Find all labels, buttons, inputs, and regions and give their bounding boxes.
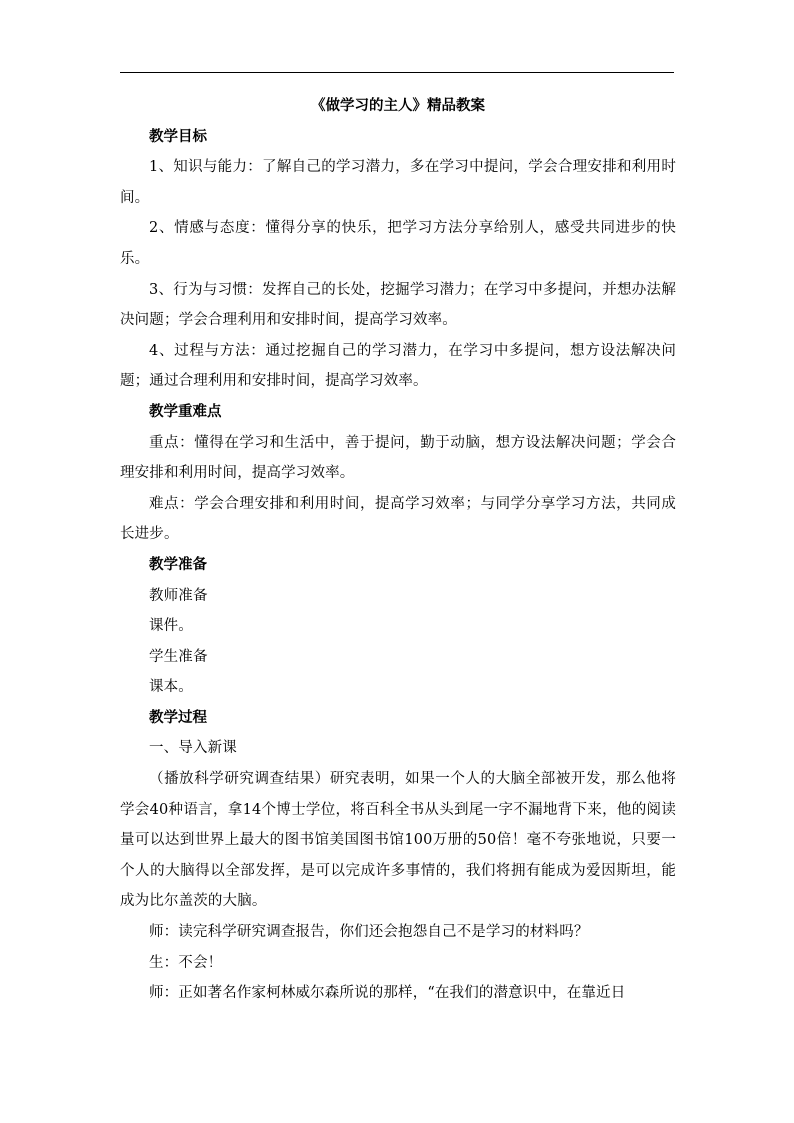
- paragraph: 课件。: [149, 618, 193, 635]
- paragraph: 1、知识与能力：了解自己的学习潜力，多在学习中提问，学会合理安排和利用时间。: [120, 159, 676, 206]
- header-rule: [120, 72, 674, 73]
- section-heading-key-points: 教学重难点: [149, 402, 222, 420]
- section-heading-process: 教学过程: [149, 708, 207, 726]
- section-heading-objectives: 教学目标: [149, 127, 207, 145]
- paragraph: 学生准备: [149, 648, 208, 665]
- paragraph: 师：正如著名作家柯林威尔森所说的那样，“在我们的潜意识中，在靠近日: [149, 985, 626, 1002]
- paragraph: （播放科学研究调查结果）研究表明，如果一个人的大脑全部被开发，那么他将学会40种语言，拿14个博士学位，将百科全书从头到尾一字不漏地背下来，他的阅读量可以达到世界上最大的图书馆美国图书馆100万册的50倍！毫不夸张地说，只要一个人的大脑得以全部发挥，是可以完成许多事情的，我们将拥有能成为爱因斯坦，能成为比尔盖茨的大脑。: [120, 771, 676, 910]
- paragraph: 教师准备: [149, 587, 208, 604]
- paragraph: 重点：懂得在学习和生活中，善于提问，勤于动脑，想方设法解决问题；学会合理安排和利用时间，提高学习效率。: [120, 434, 676, 482]
- document-body: [120, 91, 676, 1009]
- paragraph: 一、导入新课: [149, 740, 237, 757]
- paragraph: 3、行为与习惯：发挥自己的长处，挖掘学习潜力；在学习中多提问，并想办法解决问题；学会合理利用和安排时间，提高学习效率。: [120, 281, 676, 329]
- paragraph: 难点：学会合理安排和利用时间，提高学习效率；与同学分享学习方法，共同成长进步。: [120, 495, 676, 543]
- paragraph: 课本。: [149, 679, 193, 696]
- paragraph: 4、过程与方法：通过挖掘自己的学习潜力，在学习中多提问，想方设法解决问题；通过合理利用和安排时间，提高学习效率。: [120, 342, 676, 390]
- section-heading-preparation: 教学准备: [149, 555, 207, 573]
- document-title: 《做学习的主人》精品教案: [311, 97, 485, 114]
- paragraph: 生：不会！: [149, 954, 223, 971]
- paragraph: 2、情感与态度：懂得分享的快乐，把学习方法分享给别人，感受共同进步的快乐。: [120, 220, 676, 267]
- paragraph: 师：读完科学研究调查报告，你们还会抱怨自己不是学习的材料吗？: [149, 924, 589, 941]
